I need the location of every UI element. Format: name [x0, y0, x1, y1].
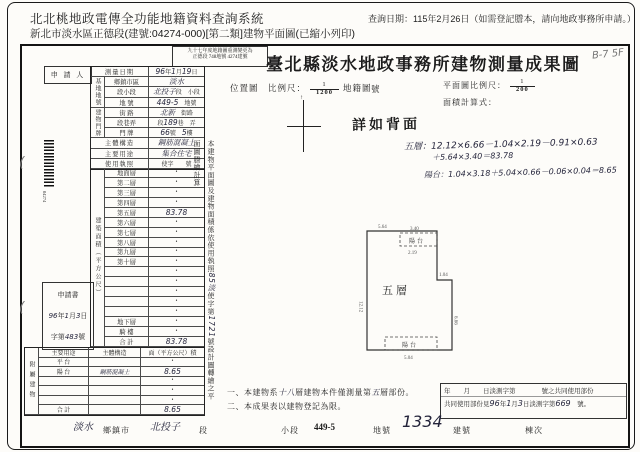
strip-field-5: 449-5: [314, 422, 335, 432]
usage-value: 集合住宅: [149, 149, 204, 159]
cadastre-map-label: 地籍圖: [343, 83, 372, 93]
floor-row-label: [105, 267, 149, 277]
license-value: 使字 號: [149, 159, 204, 169]
survey-cross-horizontal: [287, 126, 321, 127]
balcony-top-label: 陽台: [409, 239, 426, 245]
system-title: 北北桃地政電傳全功能地籍資料查詢系統: [30, 12, 265, 26]
annex-row-structure: [89, 405, 141, 415]
floor-row-label: 第八層: [105, 238, 149, 248]
annex-row-structure: [89, 377, 141, 387]
lane-label: 段巷弄: [105, 118, 149, 128]
floor-plan-drawing: [352, 216, 527, 368]
area-calc-line-1: 五層：12.12×6.66－1.04×2.19－0.91×0.63: [403, 137, 598, 153]
barcode: [44, 140, 54, 188]
floor-row-value: •: [149, 178, 204, 188]
applicant-label-box: 申 請 人: [44, 66, 92, 84]
floor-row-label: [105, 297, 149, 307]
strip-field-3: 段: [199, 426, 207, 435]
annex-row-value: 8.65: [141, 367, 204, 377]
floor-row-label: 第五層: [105, 208, 149, 218]
annex-table: [24, 347, 205, 416]
floor-row-value: •: [149, 188, 204, 198]
strip-field-7: 1334: [402, 412, 443, 431]
floor-row-value: •: [149, 297, 204, 307]
floor-row-value: •: [149, 198, 204, 208]
strip-field-4: 小段: [281, 426, 299, 435]
floor-row-label: 第七層: [105, 228, 149, 238]
usage-label: 主要用途: [91, 149, 149, 159]
area-calc-line-3: 陽台：1.04×3.18＋5.04×0.66－0.06×0.04＝8.65: [423, 165, 617, 180]
floor-row-value: •: [149, 218, 204, 228]
floor-row-value: •: [149, 267, 204, 277]
floor-row-label: [105, 277, 149, 287]
location-scale-fraction: $\frac{1}{1200}$: [310, 82, 339, 96]
annex-header-usage: 主要用途: [39, 348, 89, 358]
annex-row-value: •: [141, 386, 204, 396]
annex-row-value: •: [141, 358, 204, 368]
parcel-value: 449-5 地號: [149, 98, 204, 108]
license-label: 使用執照: [91, 159, 149, 169]
document-subtitle: 新北市淡水區正德段(建號:04274-000)[第二類]建物平面圖(已縮小列印): [30, 28, 355, 40]
location-map-label: 位置圖: [230, 83, 259, 93]
plan-scale-row: 平面圖比例尺： $\frac{1}{200}$: [443, 79, 539, 93]
annex-row-value: •: [141, 396, 204, 406]
annex-header-structure: 主體構造: [89, 348, 141, 358]
floor-row-value: •: [149, 248, 204, 258]
remeasure-line-2: 正德段 748地號 4274建號: [192, 54, 248, 60]
street-value: 北新 街路: [149, 108, 204, 118]
floor-row-label: 第四層: [105, 198, 149, 208]
shared-use-row-2: 共同使用部份見96年1月3日淡測字第669 號。: [444, 399, 591, 408]
annex-row-label: [39, 396, 89, 406]
section-value: 北投子 段 小段: [149, 87, 204, 97]
floor-plan-floor-label: 五層: [382, 285, 410, 297]
floor-row-value: 83.78: [149, 208, 204, 218]
annex-header-area: 面（平方公尺）積: [141, 348, 204, 358]
floor-row-label: [105, 287, 149, 297]
floor-row-value: 83.78: [149, 337, 204, 347]
pencil-annotation: B-7 5F: [591, 47, 625, 62]
strip-field-8: 建號: [453, 426, 471, 435]
section-label: 段小段: [105, 87, 149, 97]
floor-row-value: •: [149, 277, 204, 287]
floor-row-value: •: [149, 238, 204, 248]
annex-row-label: 平 台: [39, 358, 89, 368]
door-group-label: 建物門牌: [91, 108, 105, 139]
dim-step: 1.04: [439, 273, 448, 278]
survey-date-label: 測量日期: [91, 67, 149, 77]
footer-note-1: 一、本建物系十八層建物本件僅測量第五層部份。: [227, 388, 414, 397]
survey-date-value: 96 年 1 月 19 日: [149, 67, 204, 77]
structure-label: 主體構造: [91, 138, 149, 148]
area-calc-line-2: ＋5.64×3.40＝83.78: [431, 150, 514, 163]
floor-row-label: 地面層: [105, 168, 149, 178]
district-value: 淡水: [149, 77, 204, 87]
door-number-label: 門 牌: [105, 128, 149, 138]
annex-row-label: 合 計: [39, 405, 89, 415]
floor-row-label: 合 計: [105, 337, 149, 347]
balcony-bottom-label: 陽台: [402, 343, 419, 349]
district-label: 鄉鎮市區: [105, 77, 149, 87]
annex-row-label: [39, 377, 89, 387]
strip-field-0: 淡水: [73, 422, 93, 433]
annex-row-structure: [89, 396, 141, 406]
annex-row-value: •: [141, 377, 204, 387]
lane-value: 段 189 巷 弄: [149, 118, 204, 128]
form-title: 臺北縣淡水地政事務所建物測量成果圖: [266, 55, 581, 74]
floor-row-label: 第六層: [105, 218, 149, 228]
street-label: 街 路: [105, 108, 149, 118]
plan-scale-fraction: $\frac{1}{200}$: [510, 79, 535, 93]
dim-bottom: 5.04: [404, 356, 413, 361]
dim-under-balcony: 2.19: [408, 251, 417, 256]
structure-value: 鋼筋混凝土: [149, 138, 204, 148]
annex-group-label: 附屬建物: [25, 348, 39, 415]
annex-row-structure: 鋼筋混凝土: [89, 367, 141, 377]
floor-row-label: 第九層: [105, 248, 149, 258]
floor-area-table: [90, 168, 205, 348]
strip-field-6: 地號: [373, 426, 391, 435]
dim-top: 5.64: [378, 225, 387, 230]
pencil-paren-mark: (: [19, 155, 25, 171]
area-formula-label: 面積計算式：: [443, 98, 497, 107]
floor-area-group-label: 建築面積（平方公尺）: [91, 168, 105, 347]
application-number: 字第483號: [50, 332, 86, 341]
barcode-label: 04274: [42, 191, 47, 203]
annex-row-structure: [89, 386, 141, 396]
annex-row-label: [39, 386, 89, 396]
floor-row-value: •: [149, 307, 204, 317]
strip-field-2: 北投子: [150, 422, 180, 433]
building-info-table: [90, 66, 205, 170]
annex-row-label: 陽 台: [39, 367, 89, 377]
parcel-label: 地 號: [105, 98, 149, 108]
strip-field-9: 棟次: [525, 426, 543, 435]
floor-row-label: 騎 樓: [105, 327, 149, 337]
survey-cross-tick: ↑: [300, 95, 303, 101]
annex-row-structure: [89, 358, 141, 368]
dim-right: 6.66: [452, 316, 458, 325]
site-group-label: 基地地號: [91, 77, 105, 108]
query-date: 查詢日期：115年2月26日（如需登記謄本，請向地政事務所申請。）: [368, 14, 636, 24]
shared-use-row-1: 年 月 日淡測字第 號之共同使用部份: [441, 384, 626, 397]
application-date: 96年1月3日: [48, 311, 88, 320]
dim-left: 12.12: [357, 301, 363, 313]
floor-row-value: •: [149, 228, 204, 238]
application-number-box: [42, 282, 94, 350]
floor-row-label: 第十層: [105, 257, 149, 267]
application-label: 申請書: [57, 291, 79, 300]
remeasure-line-1: 九十七年度地籍圖重測變更為: [187, 49, 253, 54]
floor-row-value: •: [149, 257, 204, 267]
license-source-note: 本建物平面圖及建物面積係依使用執照85淡使字第1721號設計圖轉繪之平面圖謄繪計算: [193, 140, 216, 401]
strip-field-1: 鄉鎮市: [103, 426, 130, 435]
annex-row-value: 8.65: [141, 405, 204, 415]
dim-balcony-top: 3.40: [410, 227, 419, 232]
floor-row-value: •: [149, 317, 204, 327]
location-scale-row: [230, 82, 372, 96]
floor-row-label: 第三層: [105, 188, 149, 198]
footer-note-2: 二、本成果表以建物登記為限。: [227, 402, 346, 411]
floor-row-label: 地下層: [105, 317, 149, 327]
floor-row-value: •: [149, 168, 204, 178]
door-number-value: 66 號 5 樓: [149, 128, 204, 138]
floor-row-label: 第二層: [105, 178, 149, 188]
shared-use-box: [440, 383, 627, 419]
location-scale-label: 比例尺：: [268, 83, 307, 93]
floor-row-label: [105, 307, 149, 317]
floor-row-value: •: [149, 327, 204, 337]
see-reverse-note: 詳如背面: [351, 117, 421, 134]
pencil-paren-mark-2: (: [19, 300, 25, 316]
number-char: 號: [371, 84, 380, 94]
floor-row-value: •: [149, 287, 204, 297]
remeasure-note-box: [172, 46, 268, 67]
